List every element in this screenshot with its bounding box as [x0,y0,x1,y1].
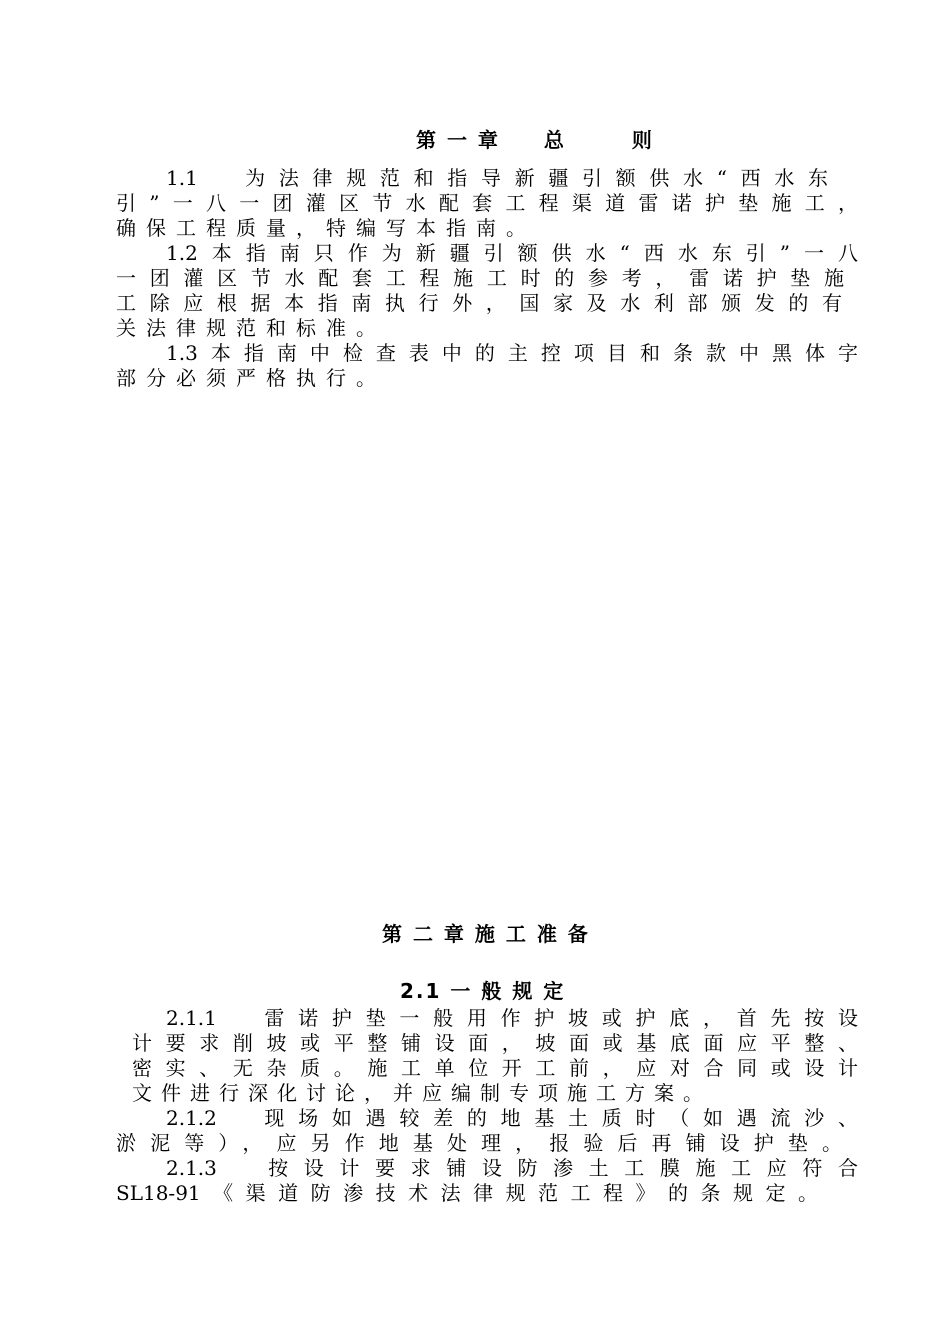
chapter-2-title: 第 二 章 施 工 准 备 [382,922,590,946]
chapter-1-title: 第 一 章 总 则 [416,128,654,152]
paragraph-1-2-line-4: 关法律规范和标准。 [116,316,386,340]
paragraph-2-1-2-line-1: 2.1.2 现场如遇较差的地基土质时（如遇流沙、 [166,1106,858,1130]
paragraph-2-1-1-line-4: 文件进行深化讨论，并应编制专项施工方案。 [132,1081,712,1105]
paragraph-1-2-line-2: 一团灌区节水配套工程施工时的参考，雷诺护垫施 [116,266,844,290]
paragraph-1-1-line-3: 确保工程质量，特编写本指南。 [116,216,536,240]
paragraph-2-1-2-line-2: 淤泥等），应另作地基处理，报验后再铺设护垫。 [116,1131,842,1155]
paragraph-1-1-line-1: 1.1 为法律规范和指导新疆引额供水“西水东 [166,166,828,190]
paragraph-2-1-3-line-1: 2.1.3 按设计要求铺设防渗土工膜施工应符合 [166,1156,858,1180]
paragraph-1-2-line-3: 工除应根据本指南执行外，国家及水利部颁发的有 [116,291,842,315]
paragraph-2-1-1-line-2: 计要求削坡或平整铺设面，坡面或基底面应平整、 [132,1031,858,1055]
paragraph-2-1-3-line-2: SL18-91《渠道防渗技术法律规范工程》的条规定。 [116,1181,818,1205]
paragraph-1-1-line-2: 引”一八一团灌区节水配套工程渠道雷诺护垫施工， [116,191,858,215]
paragraph-1-3-line-1: 1.3本指南中检查表中的主控项目和条款中黑体字 [166,341,858,365]
paragraph-1-3-line-2: 部分必须严格执行。 [116,366,386,390]
paragraph-2-1-1-line-1: 2.1.1 雷诺护垫一般用作护坡或护底，首先按设 [166,1006,858,1030]
paragraph-1-2-line-1: 1.2本指南只作为新疆引额供水“西水东引”一八 [166,241,858,265]
paragraph-2-1-1-line-3: 密实、无杂质。施工单位开工前，应对合同或设计 [132,1056,858,1080]
section-2-1-title: 2.1 一 般 规 定 [400,979,566,1003]
